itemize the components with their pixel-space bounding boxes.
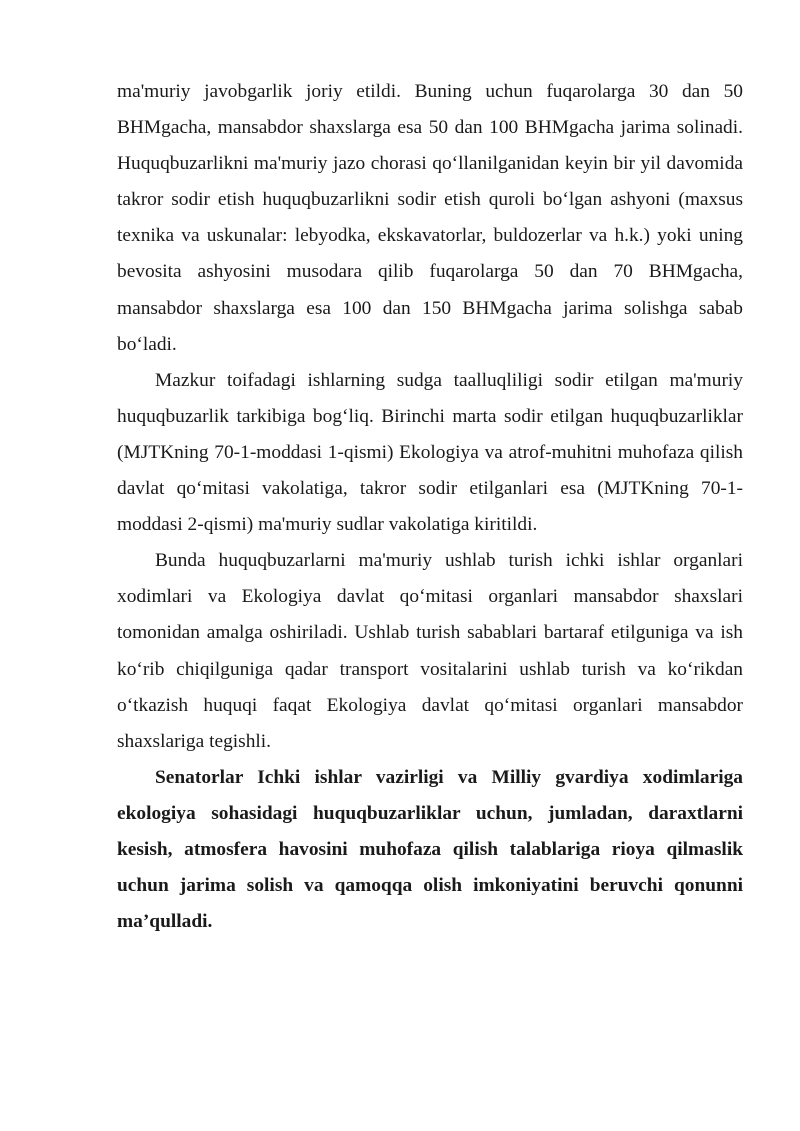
paragraph-penalties-continued: ma'muriy javobgarlik joriy etildi. Buning uchun fuqarolarga 30 dan 50 BHMgacha, mansabdor shaxslarga esa 50 dan 100 BHMgacha jarima solinadi. Huquqbuzarlikni ma'muriy jazo chorasi qo‘llanilganidan keyin bir yil davomida takror sodir etish huquqbuzarlikni sodir etish quroli bo‘lgan ashyoni (maxsus texnika va uskunalar: lebyodka, ekskavatorlar, buldozerlar va h.k.) yoki uning bevosita ashyosini musodara qilib fuqarolarga 50 dan 70 BHMgacha, mansabdor shaxslarga esa 100 dan 150 BHMgacha jarima solishga sabab bo‘ladi. bbox=[117, 81, 743, 355]
document-body bbox=[117, 74, 743, 940]
paragraph-jurisdiction: Mazkur toifadagi ishlarning sudga taalluqliligi sodir etilgan ma'muriy huquqbuzarlik tarkibiga bog‘liq. Birinchi marta sodir etilgan huquqbuzarliklar (MJTKning 70-1-moddasi 1-qismi) Ekologiya va atrof-muhitni muhofaza qilish davlat qo‘mitasi vakolatiga, takror sodir etilganlari esa (MJTKning 70-1-moddasi 2-qismi) ma'muriy sudlar vakolatiga kiritildi. bbox=[117, 369, 743, 536]
paragraph-detention: Bunda huquqbuzarlarni ma'muriy ushlab turish ichki ishlar organlari xodimlari va Ekologiya davlat qo‘mitasi organlari mansabdor shaxslari tomonidan amalga oshiriladi. Ushlab turish sabablari bartaraf etilguniga va ish ko‘rib chiqilguniga qadar transport vositalarini ushlab turish va ko‘rikdan o‘tkazish huquqi faqat Ekologiya davlat qo‘mitasi organlari mansabdor shaxslariga tegishli. bbox=[117, 550, 743, 752]
paragraph-senators-law: Senatorlar Ichki ishlar vazirligi va Milliy gvardiya xodimlariga ekologiya sohasidagi huquqbuzarliklar uchun, jumladan, daraxtlarni kesish, atmosfera havosini muhofaza qilish talablariga rioya qilmaslik uchun jarima solish va qamoqqa olish imkoniyatini beruvchi qonunni ma’qulladi. bbox=[117, 766, 743, 933]
